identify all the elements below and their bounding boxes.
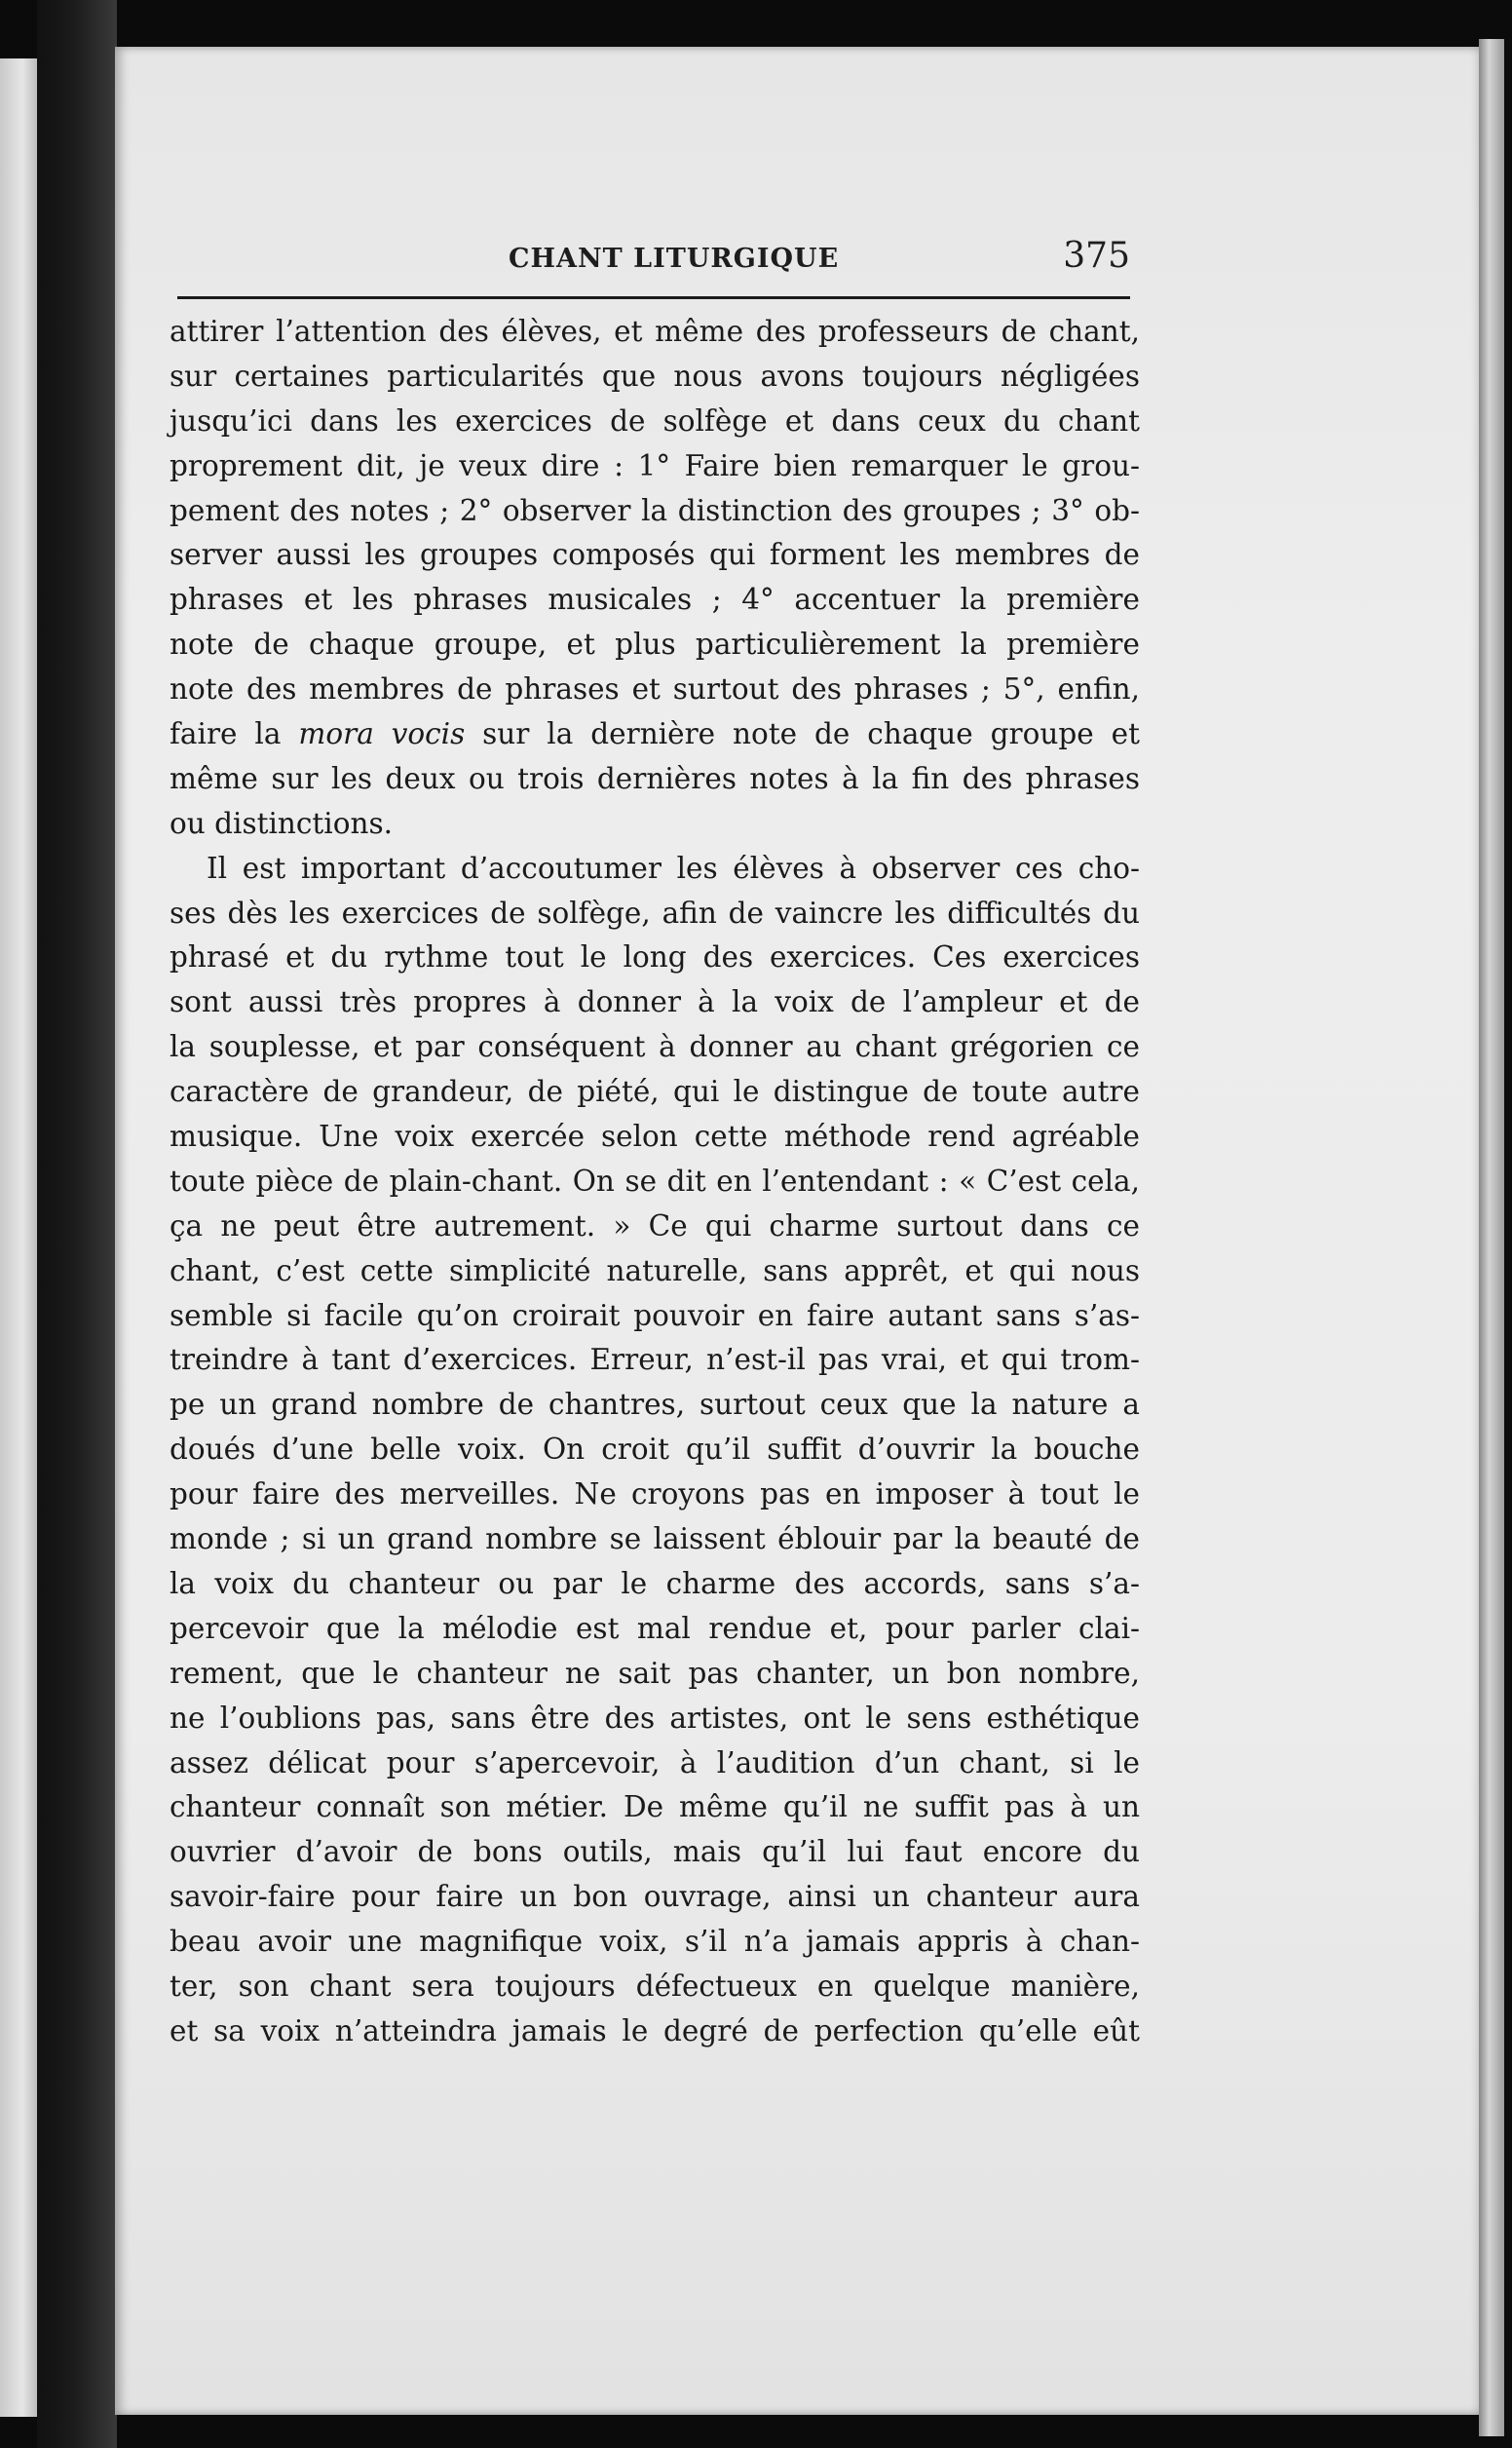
text-line: assez délicat pour s’apercevoir, à l’audition d’un chant, si le xyxy=(170,1745,1140,1779)
text-line: la souplesse, et par conséquent à donner au chant grégorien ce xyxy=(170,1030,1140,1064)
text-line: note des membres de phrases et surtout des phrases ; 5°, enfin, xyxy=(170,672,1140,707)
text-line: phrases et les phrases musicales ; 4° accentuer la première xyxy=(170,583,1140,617)
text-line: ça ne peut être autrement. » Ce qui charme surtout dans ce xyxy=(170,1208,1140,1243)
text-line: pement des notes ; 2° observer la distinction des groupes ; 3° ob- xyxy=(170,493,1140,527)
text-line: semble si facile qu’on croirait pouvoir en faire autant sans s’as- xyxy=(170,1298,1140,1332)
text-line: chant, c’est cette simplicité naturelle, sans apprêt, et qui nous xyxy=(170,1253,1140,1287)
text-line: monde ; si un grand nombre se laissent éblouir par la beauté de xyxy=(170,1522,1140,1556)
text-line: sur certaines particularités que nous avons toujours négligées xyxy=(170,359,1140,393)
text-line: attirer l’attention des élèves, et même des professeurs de chant, xyxy=(170,315,1140,348)
left-page-edge xyxy=(0,58,37,2417)
text-fragment: sur la dernière note de chaque groupe et xyxy=(465,717,1140,751)
page-number: 375 xyxy=(1063,236,1130,276)
text-line: ouvrier d’avoir de bons outils, mais qu’il lui faut encore du xyxy=(170,1835,1140,1869)
text-line: note de chaque groupe, et plus particulièrement la première xyxy=(170,628,1140,662)
text-line: musique. Une voix exercée selon cette méthode rend agréable xyxy=(170,1120,1140,1154)
text-line: ne l’oublions pas, sans être des artistes, ont le sens esthétique xyxy=(170,1701,1140,1735)
page-header xyxy=(177,236,1130,299)
text-line: toute pièce de plain-chant. On se dit en l’entendant : « C’est cela, xyxy=(170,1164,1140,1198)
text-line: caractère de grandeur, de piété, qui le distingue de toute autre xyxy=(170,1075,1140,1109)
text-line: la voix du chanteur ou par le charme des accords, sans s’a- xyxy=(170,1566,1140,1600)
text-line: pour faire des merveilles. Ne croyons pas en imposer à tout le xyxy=(170,1477,1140,1511)
text-line: chanteur connaît son métier. De même qu’il ne suffit pas à un xyxy=(170,1790,1140,1824)
text-line: sont aussi très propres à donner à la voix de l’ampleur et de xyxy=(170,985,1140,1019)
text-line: pe un grand nombre de chantres, surtout ceux que la nature a xyxy=(170,1388,1140,1422)
running-title: CHANT LITURGIQUE xyxy=(509,244,840,274)
text-line-with-italic xyxy=(170,712,1140,757)
paragraph-1 xyxy=(170,310,1140,847)
text-line: server aussi les groupes composés qui forment les membres de xyxy=(170,538,1140,572)
page-stack-edge xyxy=(1479,39,1504,2436)
text-line: treindre à tant d’exercices. Erreur, n’est-il pas vrai, et qui trom- xyxy=(170,1343,1140,1377)
text-line: savoir-faire pour faire un bon ouvrage, ainsi un chanteur aura xyxy=(170,1880,1140,1914)
text-line: phrasé et du rythme tout le long des exercices. Ces exercices xyxy=(170,940,1140,975)
text-line: proprement dit, je veux dire : 1° Faire bien remarquer le grou- xyxy=(170,448,1140,482)
text-line: ou distinctions. xyxy=(170,806,393,840)
text-line: ter, son chant sera toujours défectueux en quelque manière, xyxy=(170,1969,1140,2003)
text-line: jusqu’ici dans les exercices de solfège et dans ceux du chant xyxy=(170,403,1140,438)
italic-term: mora vocis xyxy=(298,717,466,751)
binding-gutter xyxy=(37,0,117,2448)
text-line: beau avoir une magnifique voix, s’il n’a jamais appris à chan- xyxy=(170,1925,1140,1959)
text-line: percevoir que la mélodie est mal rendue et, pour parler clai- xyxy=(170,1611,1140,1645)
text-line: même sur les deux ou trois dernières notes à la fin des phrases xyxy=(170,761,1140,795)
text-line: rement, que le chanteur ne sait pas chanter, un bon nombre, xyxy=(170,1656,1140,1690)
text-line: doués d’une belle voix. On croit qu’il suffit d’ouvrir la bouche xyxy=(170,1433,1140,1467)
paragraph-2 xyxy=(170,847,1140,2054)
text-line: Il est important d’accoutumer les élèves à observer ces cho- xyxy=(207,851,1140,885)
body-text xyxy=(170,310,1140,2054)
text-fragment: faire la xyxy=(170,717,299,751)
text-line: et sa voix n’atteindra jamais le degré de perfection qu’elle eût xyxy=(170,2013,1140,2047)
text-line: ses dès les exercices de solfège, afin de vaincre les difficultés du xyxy=(170,896,1140,930)
